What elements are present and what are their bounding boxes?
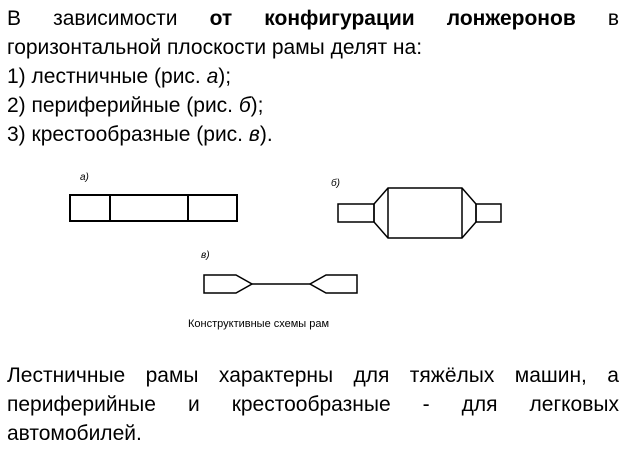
x-frame-front-end	[204, 275, 252, 293]
figure-label-b: б)	[331, 178, 340, 189]
list-item-end: ).	[259, 123, 273, 146]
list-item-text: 3) крестообразные (рис.	[7, 123, 249, 146]
ladder-frame-outline	[70, 195, 237, 221]
ladder-frame-scheme	[70, 195, 237, 221]
x-frame-rear-end	[310, 275, 357, 293]
intro-emphasis: от конфигурации лонжеронов	[209, 7, 576, 30]
intro-line-2: горизонтальной плоскости рамы делят на:	[7, 36, 423, 59]
conclusion-text: Лестничные рамы характерны для тяжёлых машин, а периферийные и крестообразные - для легковых автомобилей.	[7, 364, 619, 445]
intro-text	[7, 4, 619, 149]
frame-schemes-figure	[0, 160, 630, 350]
list-item-text: 1) лестничные (рис.	[7, 65, 207, 88]
list-item-text: 2) периферийные (рис.	[7, 94, 239, 117]
intro-prefix: В зависимости	[7, 7, 210, 30]
perimeter-frame-body	[374, 188, 476, 238]
list-item	[7, 62, 619, 91]
figure-caption: Конструктивные схемы рам	[188, 318, 330, 330]
perimeter-frame-scheme	[338, 188, 501, 238]
list-item-end: );	[250, 94, 264, 117]
list-item	[7, 120, 619, 149]
figure-label-a: а)	[80, 172, 89, 183]
figure-label-v: в)	[201, 250, 210, 261]
list-item-fig: б	[238, 94, 251, 117]
list-item-fig: в	[248, 123, 260, 146]
list-item-end: );	[218, 65, 232, 88]
perimeter-frame-rear-section	[476, 204, 501, 222]
list-item-fig: а	[206, 65, 219, 88]
x-frame-scheme	[204, 275, 357, 293]
intro-suffix: в	[575, 7, 619, 30]
list-item	[7, 91, 619, 120]
perimeter-frame-front-section	[338, 204, 374, 222]
intro-line-1	[7, 4, 619, 33]
